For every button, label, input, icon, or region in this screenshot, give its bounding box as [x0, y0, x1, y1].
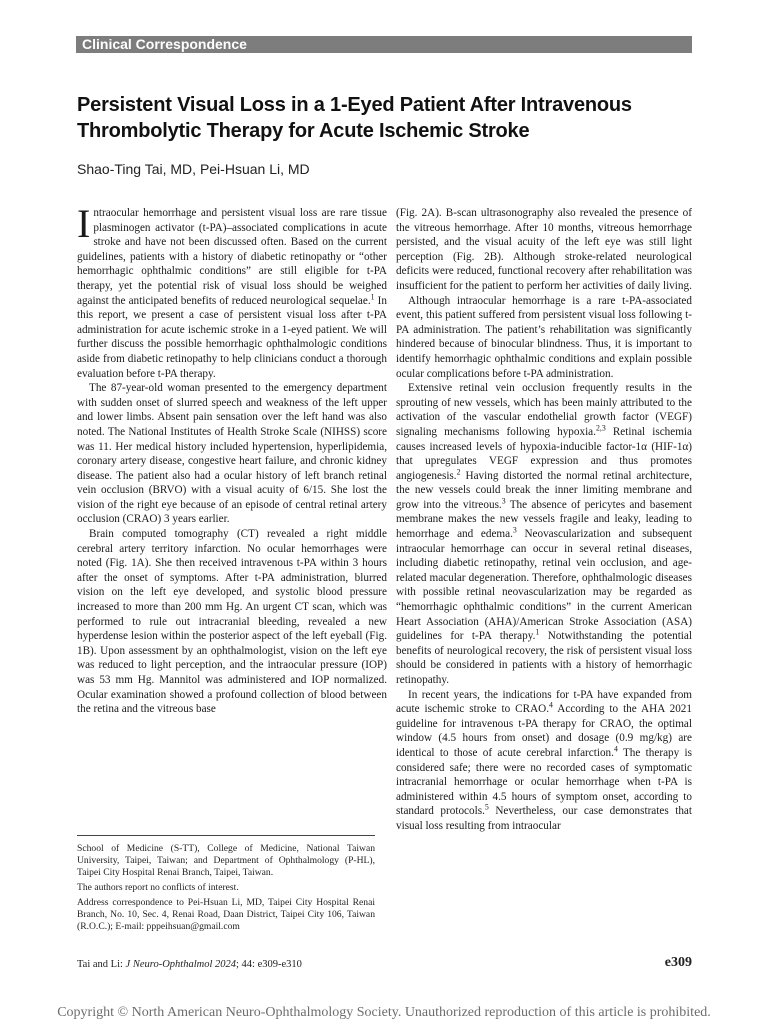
- paragraph-text: The therapy is considered safe; there were no recorded cases of symptomatic intracranial hemorrhage or ocular hemorrhage when t-PA is administered within 4.5 hours of symptom onset, according to standard protocols.: [396, 746, 692, 818]
- paragraph-text: The absence of pericytes and basement membrane makes the new vessels fragile and leaky, leading to hemorrhage and edema.: [396, 498, 692, 541]
- paragraph: The 87-year-old woman presented to the emergency department with sudden onset of slurred speech and weakness of the left upper and lower limbs. Absent pain sensation over the left hand was also noted. The National Institutes of Health Stroke Scale (NIHSS) score was 11. Her medical history included hypertension, hyperlipidemia, coronary artery disease, congestive heart failure, and chronic kidney disease. The patient also had a ocular history of left branch retinal vein occlusion (BRVO) with a visual acuity of 6/15. She lost the vision of the right eye because of an episode of central retinal artery occlusion (CRAO) 3 years earlier.: [77, 382, 387, 526]
- paragraph-text: In recent years, the indications for t-PA have expanded from acute ischemic stroke to CRAO.: [396, 688, 692, 716]
- footnote-correspondence: Address correspondence to Pei-Hsuan Li, MD, Taipei City Hospital Renai Branch, No. 10, Sec. 4, Renai Road, Daan District, Taipei City 106, Taiwan (R.O.C.); E-mail: pppeihsuan@gmail.com: [77, 897, 375, 932]
- paragraph-text: Having distorted the normal retinal architecture, the new vessels could break the inner limiting membrane and grow into the vitreous.: [396, 469, 692, 511]
- paragraph: [396, 688, 692, 834]
- reference-marker[interactable]: 4: [549, 700, 553, 710]
- reference-marker[interactable]: 1: [535, 627, 540, 637]
- paragraph-text: According to the AHA 2021 guideline for intravenous t-PA therapy for CRAO, the optimal window (4.5 hours from onset) and dosage (0.9 mg/kg) are identical to those of acute cerebral infarction.: [396, 703, 692, 759]
- paragraph-text: Nevertheless, our case demonstrates that visual loss resulting from intraocular: [396, 805, 692, 832]
- section-label: Clinical Correspondence: [76, 36, 692, 53]
- paragraph-text: Neovascularization and subsequent intraocular hemorrhage can occur in several retinal diseases, including diabetic retinopathy, retinal vein occlusion, and age-related macular degeneration. Therefore, ophthalmologic diseases with possible retinal neovascularization may be regarded as “hemorrhagic ophthalmic conditions” in the current American Heart Association (AHA)/American Stroke Association (ASA) guidelines for t-PA therapy.: [396, 528, 692, 643]
- footnotes: [77, 843, 375, 936]
- paragraph: (Fig. 2A). B-scan ultrasonography also revealed the presence of the vitreous hemorrhage. After 10 months, vitreous hemorrhage persisted, and the visual acuity of the left eye was still light perception (Fig. 2B). Although stroke-related neurological deficits were reduced, functional recovery after rehabilitation was insufficient for the patient to perform her activities of daily living.: [396, 207, 692, 292]
- body-column-left: [77, 201, 388, 717]
- reference-marker[interactable]: 3: [501, 496, 506, 506]
- reference-marker[interactable]: 2: [456, 466, 461, 476]
- reference-marker[interactable]: 3: [512, 525, 517, 535]
- citation: [77, 958, 302, 972]
- paragraph-text: Notwithstanding the potential benefits of neurological recovery, the risk of persistent visual loss should be considered in patients with a history of hemorrhagic retinopathy.: [396, 630, 692, 686]
- drop-cap: I: [77, 201, 91, 246]
- paragraph-text: Extensive retinal vein occlusion frequently results in the sprouting of new vessels, which has been mainly attributed to the activation of the vascular endothelial growth factor (VEGF) signaling mechanisms following hypoxia.: [396, 382, 692, 438]
- reference-marker[interactable]: 2,3: [595, 423, 606, 433]
- footnote-conflicts: The authors report no conflicts of interest.: [77, 882, 239, 893]
- reference-marker[interactable]: 1: [370, 291, 375, 301]
- footnote-affiliation: School of Medicine (S-TT), College of Medicine, National Taiwan University, Taipei, Taiwan; and Department of Ophthalmology (P-HL), Taipei City Hospital Renai Branch, Taipei, Taiwan.: [77, 843, 375, 878]
- citation-volume: ; 44: e309-e310: [235, 959, 302, 970]
- body-column-right: [396, 206, 692, 834]
- footnote-divider: [77, 835, 375, 836]
- citation-authors: Tai and Li:: [77, 959, 126, 970]
- paragraph: [396, 381, 692, 687]
- copyright-notice: Copyright © North American Neuro-Ophthalmology Society. Unauthorized reproduction of this article is prohibited.: [57, 1005, 711, 1020]
- article-title: Persistent Visual Loss in a 1-Eyed Patient After Intravenous Thrombolytic Therapy for Acute Ischemic Stroke: [77, 94, 632, 142]
- citation-journal: J Neuro-Ophthalmol 2024: [125, 959, 236, 970]
- paragraph-text: ntraocular hemorrhage and persistent visual loss are rare tissue plasminogen activator (t-PA)–associated complications in acute stroke and have not been discussed often. Based on the current guidelines, patients with a history of diabetic retinopathy or “other hemorrhagic ophthalmic conditions” are still eligible for t-PA therapy, yet the potential risk of visual loss should be weighed against the anticipated benefits of reduced neurological sequelae.: [77, 207, 387, 307]
- article-authors: Shao-Ting Tai, MD, Pei-Hsuan Li, MD: [77, 161, 310, 177]
- paragraph: [77, 201, 388, 381]
- paragraph-text: In this report, we present a case of persistent visual loss after t-PA administration for acute ischemic stroke in a 1-eyed patient. We will further discuss the possible hemorrhagic ophthalmologic conditions aside from diabetic retinopathy to help clinicians conduct a thorough evaluation before t-PA therapy.: [77, 294, 388, 380]
- reference-marker[interactable]: 4: [613, 744, 618, 754]
- page-number: e309: [664, 955, 692, 970]
- paragraph-text: Retinal ischemia causes increased levels of hypoxia-inducible factor-1α (HIF-1α) that upregulates VEGF expression and thus promotes angiogenesis.: [396, 425, 693, 482]
- paragraph: Although intraocular hemorrhage is a rare t-PA-associated event, this patient suffered from persistent visual loss following t-PA administration. The patient’s rehabilitation was significantly hindered because of binocular blindness. Thus, it is important to identify hemorrhagic ophthalmic conditions and explain possible ocular complications before t-PA administration.: [396, 294, 692, 380]
- paragraph: Brain computed tomography (CT) revealed a right middle cerebral artery territory infarction. No ocular hemorrhages were noted (Fig. 1A). She then received intravenous t-PA within 3 hours after the onset of symptoms. After t-PA administration, blurred vision on the left eye developed, and systolic blood pressure increased to more than 200 mm Hg. An urgent CT scan, which was performed to rule out intracranial bleeding, revealed a new hyperdense lesion within the posterior aspect of the left eyeball (Fig. 1B). Upon assessment by an ophthalmologist, vision on the left eye was reduced to light perception, and the intraocular pressure (IOP) was 53 mm Hg. Mannitol was administered and IOP normalized. Ocular examination showed a profound collection of blood between the retina and the vitreous base: [77, 528, 387, 716]
- reference-marker[interactable]: 5: [484, 802, 489, 812]
